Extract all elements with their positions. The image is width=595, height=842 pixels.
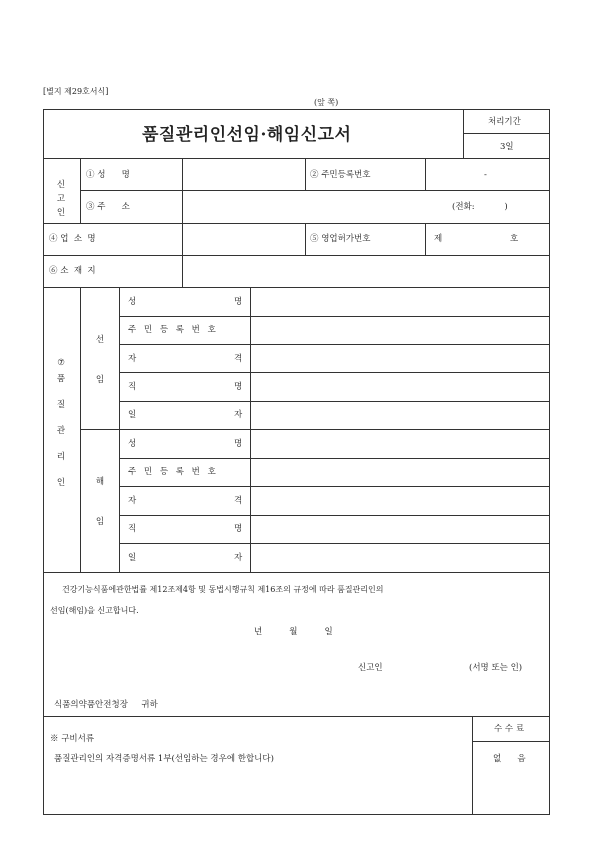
page-side: (앞 쪽) — [314, 98, 339, 107]
business-name-field[interactable] — [183, 224, 304, 254]
appoint-label: 선 임 — [95, 335, 105, 385]
appoint-qual-label-b: 격 — [234, 354, 243, 364]
phone-label: (전화: ) — [452, 202, 508, 212]
appoint-title-label-a: 직 — [128, 382, 137, 392]
business-name-label: ④ 업 소 명 — [49, 234, 96, 244]
form-code: [별지 제29호서식] — [43, 87, 109, 96]
fee-value: 없 음 — [493, 754, 526, 764]
reporter-sign-label: 신고인 — [358, 663, 383, 673]
appoint-date-label-b: 자 — [234, 410, 243, 420]
dismiss-rrn-label: 주 민 등 록 번 호 — [128, 467, 217, 477]
dismiss-label: 해 임 — [95, 477, 105, 527]
qm-group-label: ⑦ 품 질 관 리 인 — [56, 358, 66, 488]
address-label: ③ 주 소 — [86, 202, 130, 212]
rrn-value[interactable]: - — [484, 170, 487, 180]
statement-line2: 선임(해임)을 신고합니다. — [50, 606, 139, 615]
sign-hint: (서명 또는 인) — [469, 663, 523, 673]
statement-line1: 건강기능식품에관한법률 제12조제4항 및 동법시행규칙 제16조의 규정에 따라 품질관리인의 — [62, 585, 384, 594]
form-title: 품질관리인선임·해임신고서 — [142, 125, 352, 145]
license-no-label: ⑤ 영업허가번호 — [310, 234, 371, 244]
name-field[interactable] — [183, 159, 304, 189]
addressee: 식품의약품안전청장 귀하 — [54, 700, 158, 710]
appoint-name-label-b: 명 — [234, 297, 243, 307]
attachments-label: ※ 구비서류 — [50, 734, 95, 744]
license-no-suffix: 호 — [510, 234, 519, 244]
fee-label: 수 수 료 — [494, 724, 525, 734]
reporter-group-label: 신고인 — [56, 180, 66, 218]
location-field[interactable] — [183, 256, 549, 286]
rrn-label: ② 주민등록번호 — [310, 170, 371, 180]
dismiss-title-label-b: 명 — [234, 524, 243, 534]
name-label: ① 성 명 — [86, 170, 130, 180]
appoint-rrn-label: 주 민 등 록 번 호 — [128, 325, 217, 335]
location-label: ⑥ 소 재 지 — [49, 266, 96, 276]
license-no-prefix: 제 — [434, 234, 443, 244]
dismiss-date-label-b: 자 — [234, 553, 243, 563]
attachments-item: 품질관리인의 자격증명서류 1부(선임하는 경우에 한합니다) — [54, 754, 274, 764]
dismiss-date-label-a: 일 — [128, 553, 137, 563]
dismiss-qual-label-b: 격 — [234, 496, 243, 506]
appoint-qual-label-a: 자 — [128, 354, 137, 364]
dismiss-title-label-a: 직 — [128, 524, 137, 534]
qm-input-area[interactable] — [251, 288, 549, 571]
processing-value: 3일 — [500, 142, 514, 152]
dismiss-name-label-a: 성 — [128, 439, 137, 449]
dismiss-name-label-b: 명 — [234, 439, 243, 449]
statement-date[interactable]: 년 월 일 — [254, 627, 333, 637]
appoint-date-label-a: 일 — [128, 410, 137, 420]
dismiss-qual-label-a: 자 — [128, 496, 137, 506]
appoint-name-label-a: 성 — [128, 297, 137, 307]
appoint-title-label-b: 명 — [234, 382, 243, 392]
processing-label: 처리기간 — [488, 117, 521, 127]
